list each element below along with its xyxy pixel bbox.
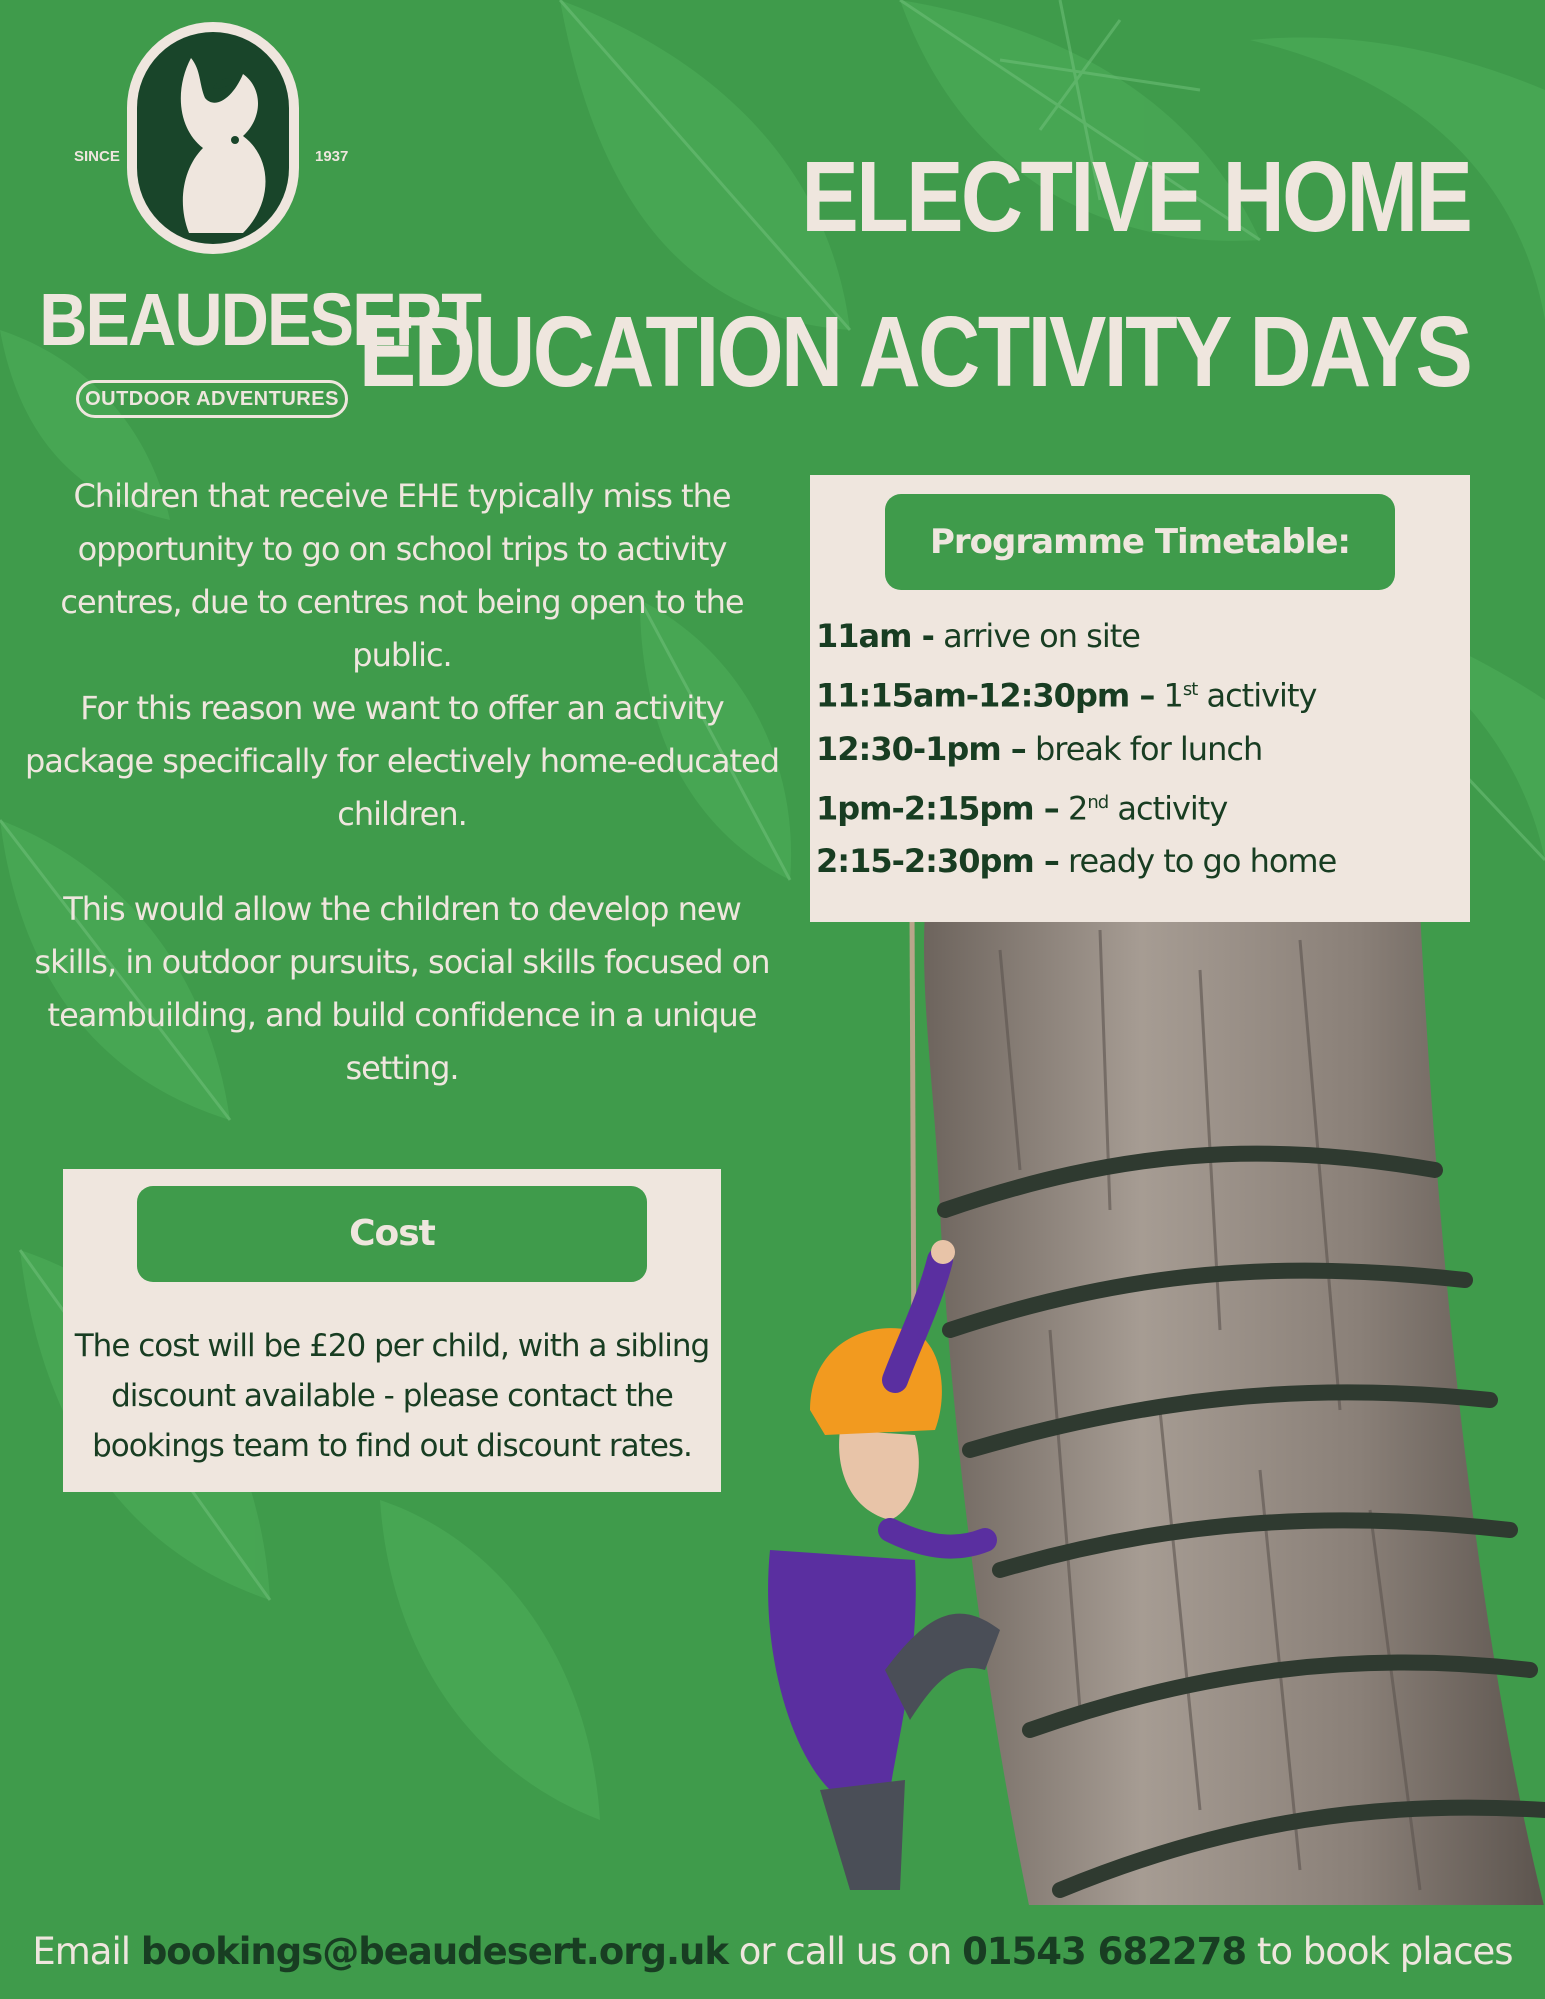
timetable-activity: ready to go home — [1068, 842, 1337, 881]
timetable-time: 11am — [816, 617, 912, 655]
timetable-activity: break for lunch — [1034, 729, 1263, 768]
timetable-separator: – — [1129, 676, 1155, 715]
title-line-2: EDUCATION ACTIVITY DAYS — [358, 296, 1470, 408]
intro-text — [22, 470, 782, 1137]
brand-name: BEAUDESERT — [39, 278, 481, 361]
year-label: 1937 — [315, 148, 349, 165]
timetable-activity: 2 — [1067, 789, 1088, 828]
intro-paragraph-2: For this reason we want to offer an activity package specifically for electively home-educated children. — [24, 689, 780, 833]
timetable-activity-suffix: activity — [1108, 789, 1228, 828]
footer-suffix: to book places — [1246, 1930, 1513, 1973]
title-line-1: ELECTIVE HOME — [801, 141, 1470, 253]
timetable-item — [816, 723, 1336, 776]
cost-description: The cost will be £20 per child, with a sibling discount available - please contact the bookings team to find out discount rates. — [74, 1328, 710, 1464]
footer-middle: or call us on — [728, 1930, 963, 1973]
intro-paragraph-3: This would allow the children to develop new skills, in outdoor pursuits, social skills focused on teambuilding, and build confidence in a unique setting. — [34, 890, 770, 1087]
timetable-time: 2:15-2:30pm — [816, 842, 1034, 881]
contact-footer — [0, 1905, 1545, 1999]
ordinal-suffix: nd — [1087, 791, 1109, 813]
timetable-time: 1pm-2:15pm — [816, 789, 1034, 828]
timetable-list — [816, 610, 1336, 888]
timetable-item — [816, 610, 1336, 663]
timetable-time: 11:15am-12:30pm — [816, 676, 1130, 715]
brand-tagline: OUTDOOR ADVENTURES — [76, 380, 348, 418]
tree-climbing-photo — [700, 910, 1545, 1910]
intro-paragraph — [22, 470, 782, 841]
timetable-activity: 1 — [1163, 676, 1183, 715]
timetable-time: 12:30-1pm — [816, 729, 1001, 768]
timetable-activity-suffix: activity — [1197, 676, 1317, 715]
timetable-item — [816, 663, 1336, 723]
email-link[interactable]: bookings@beaudesert.org.uk — [140, 1930, 729, 1973]
timetable-activity: arrive on site — [943, 617, 1140, 655]
phone-number[interactable]: 01543 682278 — [962, 1930, 1247, 1973]
timetable-item — [816, 776, 1336, 836]
brand-logo — [20, 18, 481, 410]
timetable-separator: – — [1033, 842, 1059, 881]
page-title — [359, 120, 1470, 430]
timetable-separator: – — [1000, 729, 1026, 768]
intro-paragraph-1: Children that receive EHE typically miss the opportunity to go on school trips to activity centres, due to centres not being open to the public. — [60, 477, 744, 674]
cost-heading: Cost — [137, 1186, 647, 1282]
timetable-panel — [810, 475, 1470, 922]
timetable-heading: Programme Timetable: — [885, 494, 1395, 590]
stag-emblem-icon — [123, 18, 303, 258]
timetable-separator: - — [911, 617, 934, 655]
timetable-item — [816, 835, 1336, 888]
ordinal-suffix: st — [1182, 679, 1198, 700]
cost-panel — [63, 1169, 721, 1492]
footer-prefix: Email — [32, 1930, 141, 1973]
timetable-separator: – — [1033, 789, 1059, 828]
since-label: SINCE — [74, 148, 120, 165]
